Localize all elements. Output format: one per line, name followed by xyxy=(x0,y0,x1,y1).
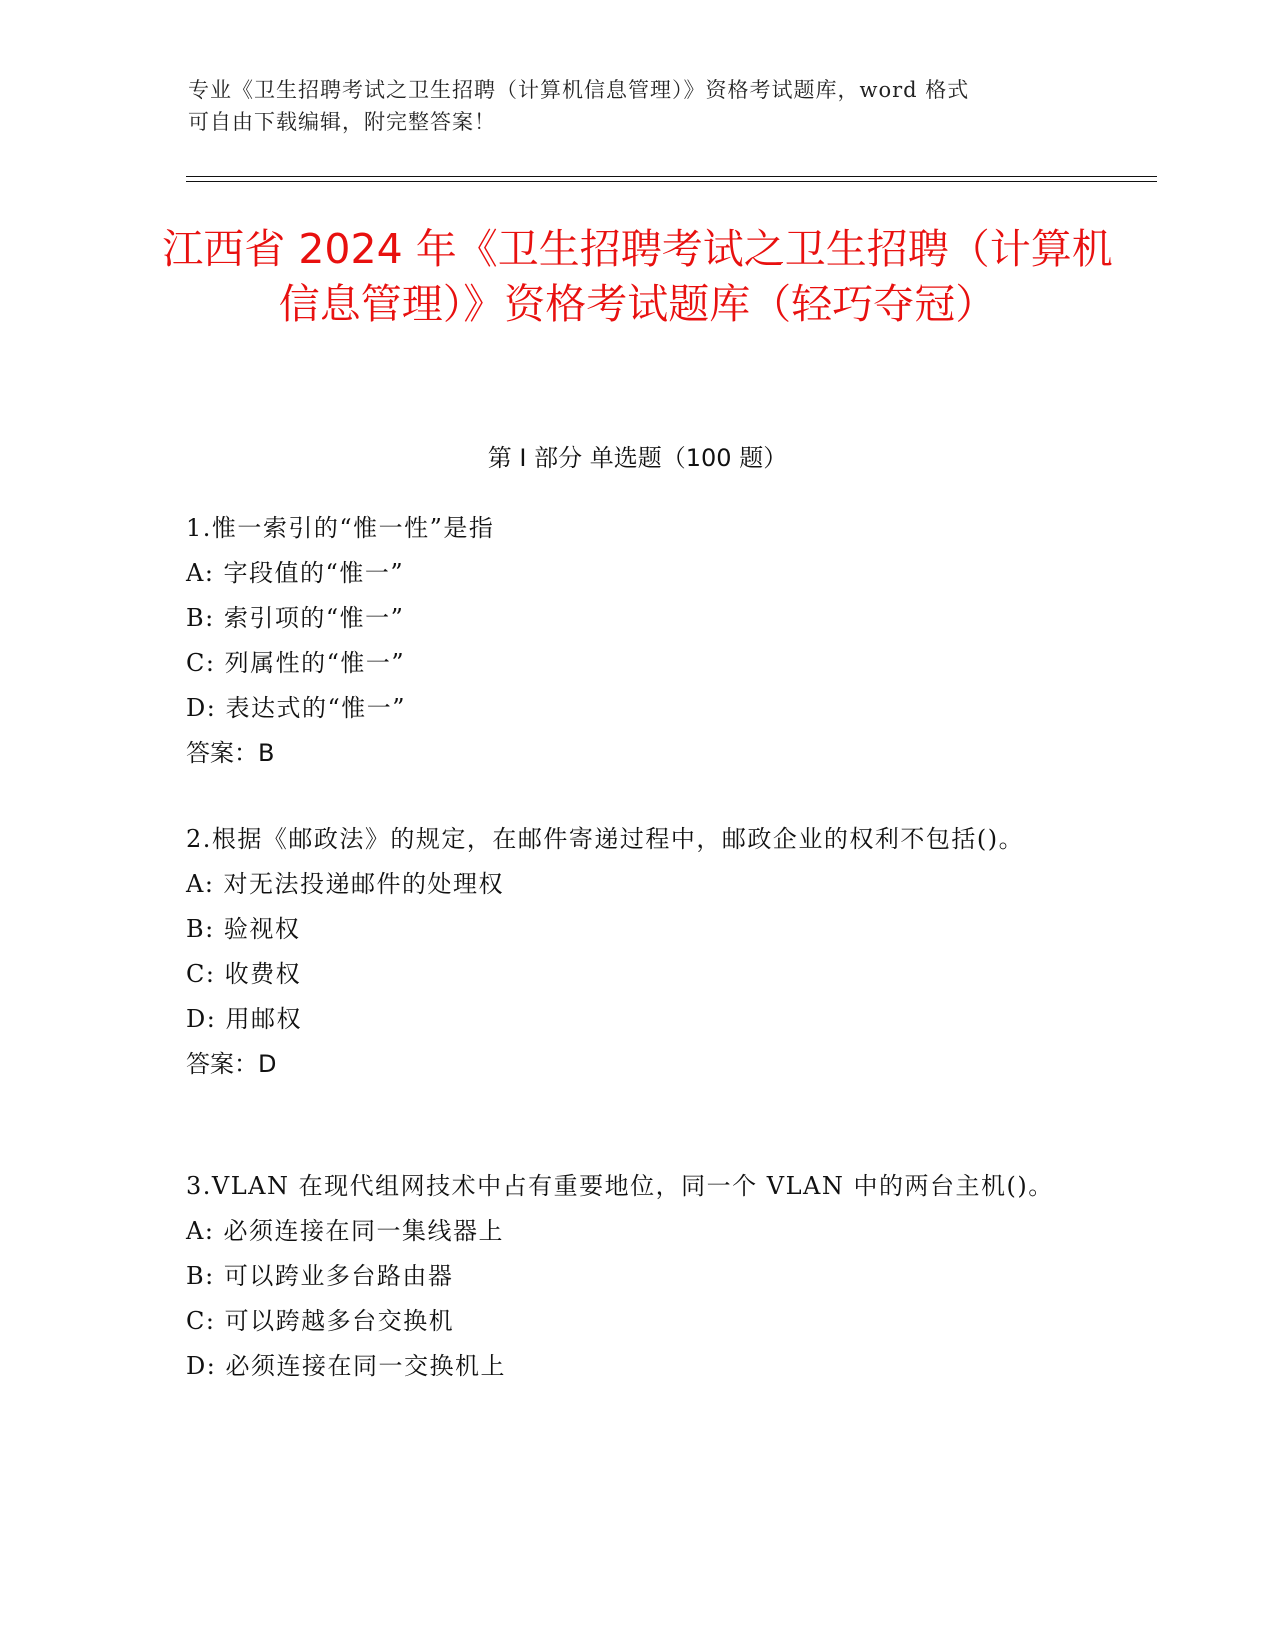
section-heading: 第 I 部分 单选题（100 题） xyxy=(487,444,788,472)
answer: 答案：D xyxy=(186,1050,277,1078)
option-a: A: 必须连接在同一集线器上 xyxy=(186,1217,505,1245)
header-divider-top xyxy=(186,176,1157,177)
option-a: A: 字段值的“惟一” xyxy=(186,559,405,587)
option-c: C: 收费权 xyxy=(186,960,302,988)
option-d: D: 用邮权 xyxy=(186,1005,302,1033)
option-c: C: 列属性的“惟一” xyxy=(186,649,406,677)
option-b: B: 验视权 xyxy=(186,915,301,943)
question-stem: 3.VLAN 在现代组网技术中占有重要地位，同一个 VLAN 中的两台主机()。 xyxy=(186,1172,1054,1200)
answer: 答案：B xyxy=(186,739,275,767)
question-stem: 1.惟一索引的“惟一性”是指 xyxy=(186,514,495,542)
option-b: B: 索引项的“惟一” xyxy=(186,604,405,632)
option-c: C: 可以跨越多台交换机 xyxy=(186,1307,455,1335)
option-a: A: 对无法投递邮件的处理权 xyxy=(186,870,505,898)
intro-text xyxy=(188,74,1088,138)
option-d: D: 必须连接在同一交换机上 xyxy=(186,1352,506,1380)
document-title: 江西省 2024 年《卫生招聘考试之卫生招聘（计算机信息管理）》资格考试题库（轻巧夺冠） xyxy=(162,225,1113,328)
intro-line-2: 可自由下载编辑，附完整答案！ xyxy=(188,110,496,134)
option-d: D: 表达式的“惟一” xyxy=(186,694,406,722)
header-divider-bottom xyxy=(186,181,1157,182)
question-1 xyxy=(186,506,1086,776)
question-stem: 2.根据《邮政法》的规定，在邮件寄递过程中，邮政企业的权利不包括()。 xyxy=(186,825,1025,853)
question-2 xyxy=(186,817,1086,1087)
intro-line-1: 专业《卫生招聘考试之卫生招聘（计算机信息管理）》资格考试题库，word 格式 xyxy=(188,78,970,102)
option-b: B: 可以跨业多台路由器 xyxy=(186,1262,454,1290)
question-3 xyxy=(186,1164,1086,1389)
